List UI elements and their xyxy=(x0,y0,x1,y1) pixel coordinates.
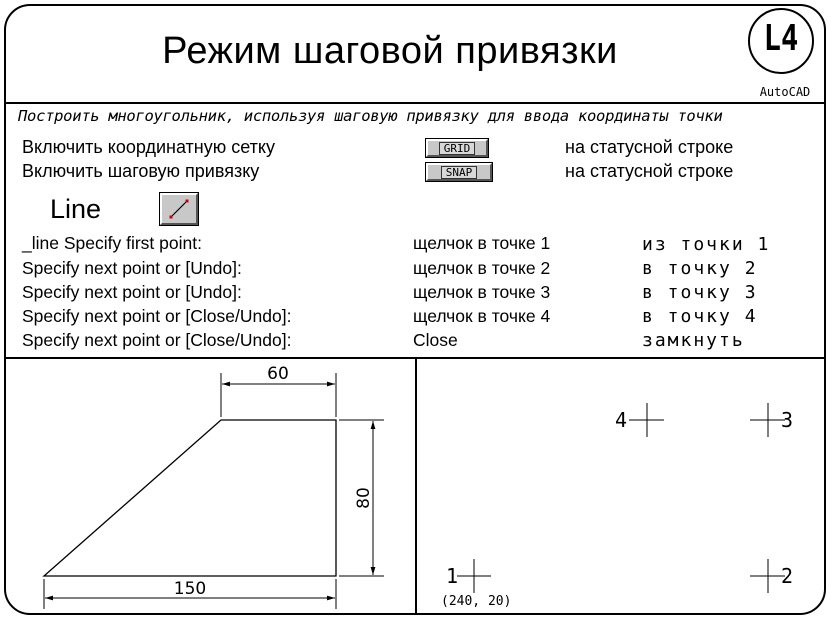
step-5-note: замкнуть xyxy=(642,330,745,351)
point-2-label: 2 xyxy=(781,564,794,588)
dimensioned-shape-drawing xyxy=(6,357,411,615)
step-3-note: в точку 3 xyxy=(642,282,758,303)
setting-snap-where: на статусной строке xyxy=(565,161,734,181)
step-2-action: щелчок в точке 2 xyxy=(413,258,551,278)
step-3-prompt: Specify next point or [Undo]: xyxy=(22,282,242,302)
setting-grid-where: на статусной строке xyxy=(565,137,734,157)
point-1-coords: (240, 20) xyxy=(441,594,512,609)
task-description: Построить многоугольник, используя шаговую привязку для ввода координаты точки xyxy=(18,107,723,125)
page-title: Режим шаговой привязки xyxy=(162,30,618,72)
trapezoid-shape xyxy=(44,420,336,576)
step-3-action: щелчок в точке 3 xyxy=(413,282,551,302)
step-2-prompt: Specify next point or [Undo]: xyxy=(22,258,242,278)
step-1-prompt: _line Specify first point: xyxy=(22,233,202,253)
command-name: Line xyxy=(50,194,102,224)
step-4-action: щелчок в точке 4 xyxy=(413,306,551,326)
setting-grid-label: Включить координатную сетку xyxy=(22,137,275,157)
point-4-label: 4 xyxy=(615,408,628,432)
step-1-note: из точки 1 xyxy=(642,234,771,255)
step-5-prompt: Specify next point or [Close/Undo]: xyxy=(22,330,292,350)
dim-bottom-label: 150 xyxy=(173,579,207,599)
lesson-badge-sublabel: AutoCAD xyxy=(759,85,811,99)
point-3-label: 3 xyxy=(781,408,794,432)
line-tool-icon[interactable] xyxy=(160,193,198,225)
line-tool-icon-glyph xyxy=(162,195,196,223)
dim-right-label: 80 xyxy=(354,487,374,509)
step-4-prompt: Specify next point or [Close/Undo]: xyxy=(22,306,292,326)
header-divider xyxy=(6,102,826,104)
step-1-action: щелчок в точке 1 xyxy=(413,233,551,253)
lesson-badge-label: L4 xyxy=(763,18,799,59)
step-5-action: Close xyxy=(413,330,458,350)
step-4-note: в точку 4 xyxy=(642,306,758,327)
point-1-label: 1 xyxy=(446,564,459,588)
snap-button[interactable]: SNAP xyxy=(426,163,492,181)
snap-points-drawing xyxy=(415,357,821,615)
setting-snap-label: Включить шаговую привязку xyxy=(22,161,260,181)
lesson-badge xyxy=(748,8,814,74)
step-2-note: в точку 2 xyxy=(642,258,758,279)
dim-top-label: 60 xyxy=(267,364,289,384)
grid-button[interactable]: GRID xyxy=(426,139,488,157)
